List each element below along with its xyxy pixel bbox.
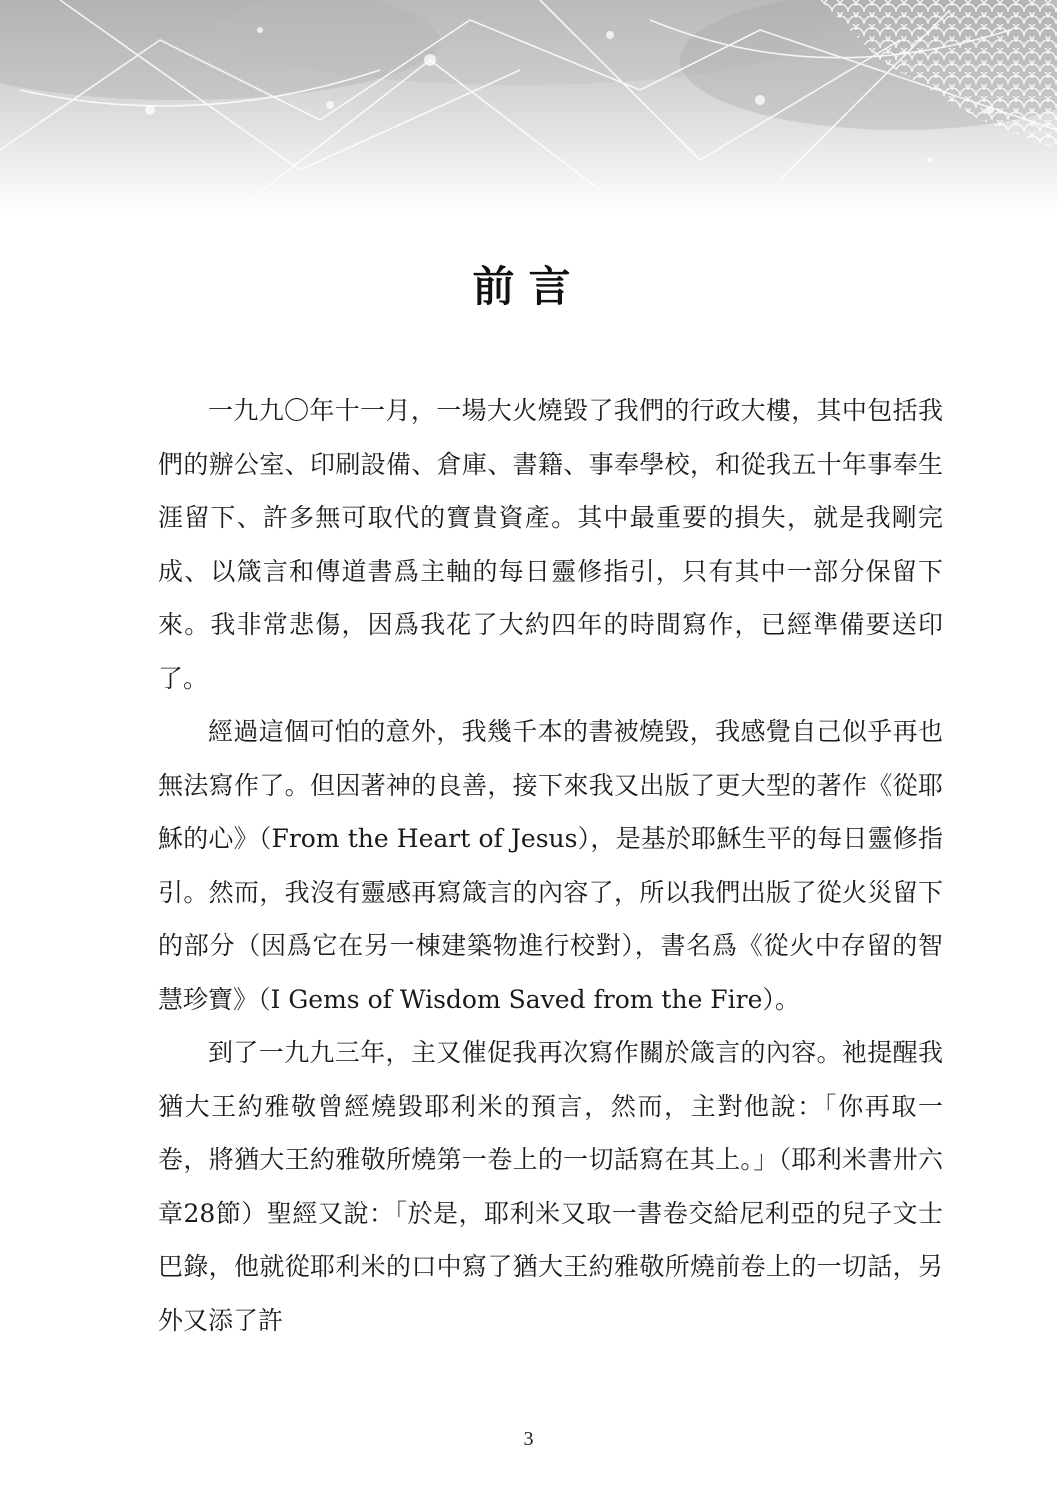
decorative-header-art — [0, 0, 1057, 215]
body-text — [158, 384, 943, 1347]
paragraph: 經過這個可怕的意外，我幾千本的書被燒毀，我感覺自己似乎再也無法寫作了。但因著神的良善，接下來我又出版了更大型的著作《從耶穌的心》（From the Heart of Jesus），是基於耶穌生平的每日靈修指引。然而，我沒有靈感再寫箴言的內容了，所以我們出版了從火災留下的部分（因爲它在另一棟建築物進行校對），書名爲《從火中存留的智慧珍寶》（I Gems of Wisdom Saved from the Fire）。 — [158, 717, 943, 1014]
paragraph: 到了一九九三年，主又催促我再次寫作關於箴言的內容。祂提醒我猶大王約雅敬曾經燒毀耶利米的預言，然而，主對他說：「你再取一卷，將猶大王約雅敬所燒第一卷上的一切話寫在其上。」（耶利米書卅六章28節）聖經又說：「於是，耶利米又取一書卷交給尼利亞的兒子文士巴錄，他就從耶利米的口中寫了猶大王約雅敬所燒前卷上的一切話，另外又添了許 — [158, 1038, 943, 1335]
page-number: 3 — [523, 1428, 534, 1450]
sketch-background-illustration — [0, 0, 1057, 215]
paragraph: 一九九〇年十一月，一場大火燒毀了我們的行政大樓，其中包括我們的辦公室、印刷設備、倉庫、書籍、事奉學校，和從我五十年事奉生涯留下、許多無可取代的寶貴資產。其中最重要的損失，就是我剛完成、以箴言和傳道書爲主軸的每日靈修指引，只有其中一部分保留下來。我非常悲傷，因爲我花了大約四年的時間寫作，已經準備要送印了。 — [158, 396, 943, 693]
page-title: 前言 — [472, 262, 585, 312]
